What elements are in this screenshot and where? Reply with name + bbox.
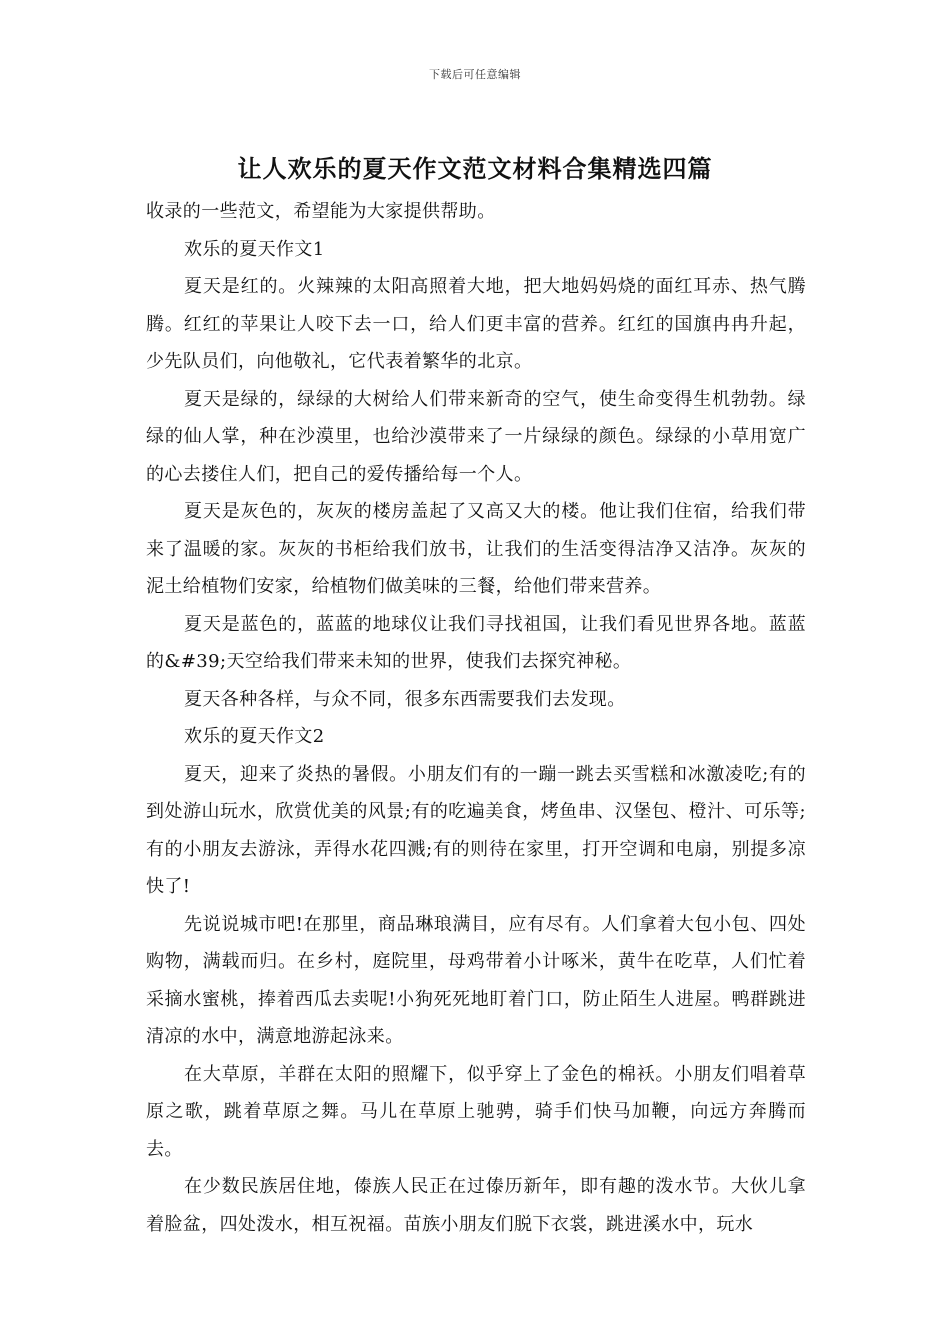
paragraph: 先说说城市吧!在那里，商品琳琅满目，应有尽有。人们拿着大包小包、四处购物，满载而归。在乡村，庭院里，母鸡带着小计啄米，黄牛在吃草，人们忙着采摘水蜜桃，捧着西瓜去卖呢!小狗死死地盯着门口，防止陌生人进屋。鸭群跳进清凉的水中，满意地游起泳来。 bbox=[146, 913, 806, 1047]
document-body bbox=[146, 193, 806, 1243]
paragraph: 夏天，迎来了炎热的暑假。小朋友们有的一蹦一跳去买雪糕和冰激凌吃;有的到处游山玩水，欣赏优美的风景;有的吃遍美食，烤鱼串、汉堡包、橙汁、可乐等;有的小朋友去游泳，弄得水花四溅;有的则待在家里，打开空调和电扇，别提多凉快了! bbox=[146, 763, 806, 897]
paragraph: 在少数民族居住地，傣族人民正在过傣历新年，即有趣的泼水节。大伙儿拿着脸盆，四处泼水，相互祝福。苗族小朋友们脱下衣裳，跳进溪水中，玩水 bbox=[146, 1176, 806, 1235]
paragraph: 收录的一些范文，希望能为大家提供帮助。 bbox=[146, 201, 496, 222]
paragraph: 欢乐的夏天作文2 bbox=[184, 726, 325, 747]
paragraph: 夏天是灰色的，灰灰的楼房盖起了又高又大的楼。他让我们住宿，给我们带来了温暖的家。灰灰的书柜给我们放书，让我们的生活变得洁净又洁净。灰灰的泥土给植物们安家，给植物们做美味的三餐，给他们带来营养。 bbox=[146, 501, 806, 597]
paragraph: 夏天是蓝色的，蓝蓝的地球仪让我们寻找祖国，让我们看见世界各地。蓝蓝的&#39;天空给我们带来未知的世界，使我们去探究神秘。 bbox=[146, 613, 806, 672]
paragraph: 欢乐的夏天作文1 bbox=[184, 238, 325, 260]
paragraph: 在大草原，羊群在太阳的照耀下，似乎穿上了金色的棉袄。小朋友们唱着草原之歌，跳着草原之舞。马儿在草原上驰骋，骑手们快马加鞭，向远方奔腾而去。 bbox=[146, 1063, 806, 1160]
paragraph: 夏天是绿的，绿绿的大树给人们带来新奇的空气，使生命变得生机勃勃。绿绿的仙人掌，种在沙漠里，也给沙漠带来了一片绿绿的颜色。绿绿的小草用宽广的心去搂住人们，把自己的爱传播给每一个人。 bbox=[146, 388, 806, 485]
document-title: 让人欢乐的夏天作文范文材料合集精选四篇 bbox=[237, 154, 713, 183]
paragraph: 夏天是红的。火辣辣的太阳高照着大地，把大地妈妈烧的面红耳赤、热气腾腾。红红的苹果让人咬下去一口，给人们更丰富的营养。红红的国旗冉冉升起，少先队员们，向他敬礼，它代表着繁华的北京。 bbox=[146, 276, 806, 372]
paragraph: 夏天各种各样，与众不同，很多东西需要我们去发现。 bbox=[184, 688, 626, 710]
header-note: 下载后可任意编辑 bbox=[429, 68, 521, 81]
